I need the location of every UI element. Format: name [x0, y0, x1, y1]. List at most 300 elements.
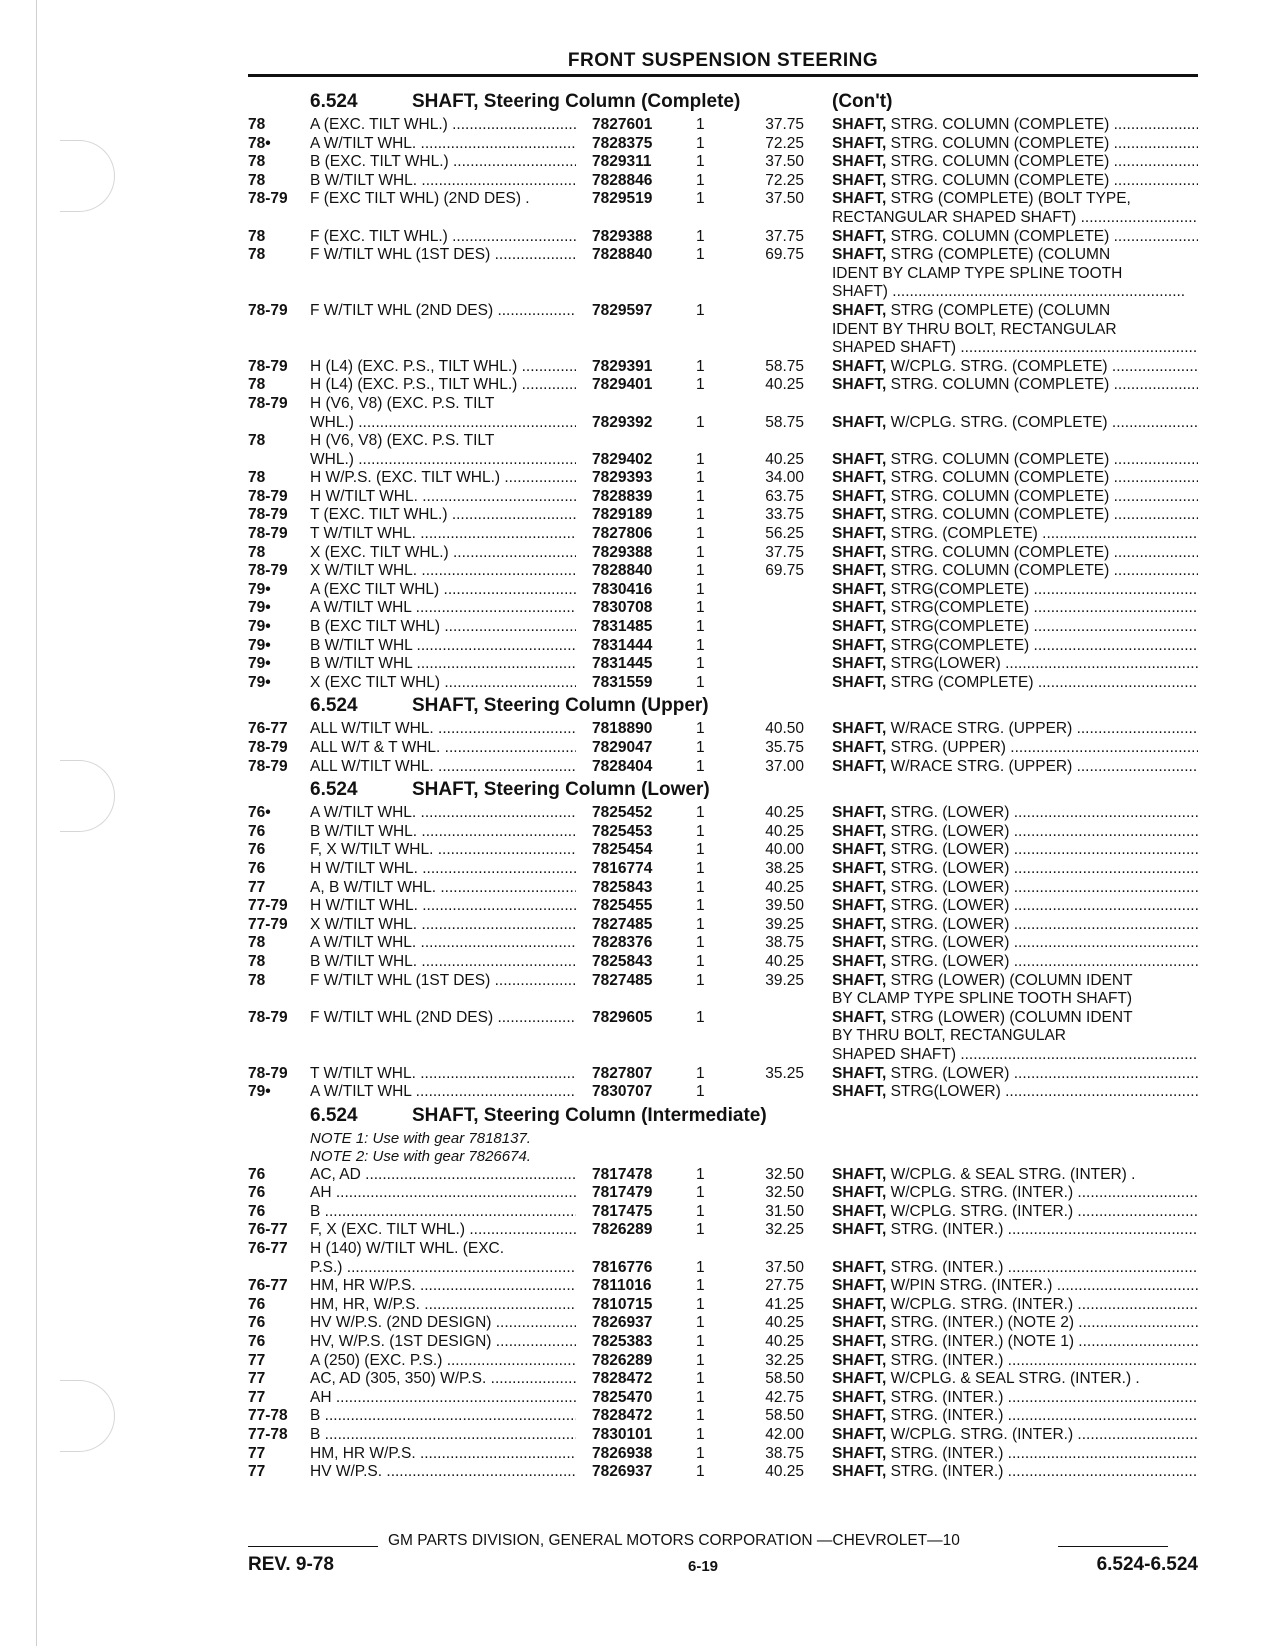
application-desc: X (EXC TILT WHL) ..... [310, 674, 576, 693]
part-number: 7831485 [592, 618, 653, 636]
part-number: 7829597 [592, 301, 653, 319]
table-row [248, 358, 1198, 377]
table-row [248, 506, 1198, 525]
part-name [832, 321, 1198, 340]
quantity: 1 [696, 301, 705, 319]
price: 37.50 [765, 153, 804, 171]
table-row [248, 376, 1198, 395]
part-name [832, 135, 1198, 154]
part-name-bold: SHAFT, [832, 878, 887, 896]
part-name [832, 934, 1198, 953]
part-name [832, 1314, 1198, 1333]
part-name-bold: SHAFT, [832, 506, 887, 524]
price: 58.50 [765, 1370, 804, 1388]
quantity: 1 [696, 153, 705, 171]
price: 39.50 [765, 897, 804, 915]
model-year: 78 [248, 227, 266, 245]
quantity: 1 [696, 1407, 705, 1425]
part-number: 7826937 [592, 1463, 653, 1481]
table-row [248, 1277, 1198, 1296]
part-number: 7831444 [592, 636, 653, 654]
part-name-text: STRG(LOWER) [890, 655, 1001, 673]
quantity: 1 [696, 580, 705, 598]
application-desc: A W/TILT WHL. ..... [310, 934, 576, 953]
price: 56.25 [765, 525, 804, 543]
application-desc: H (V6, V8) (EXC. P.S. TILT [310, 432, 495, 450]
table-row [248, 1083, 1198, 1102]
part-name [832, 265, 1198, 284]
part-name-text: STRG. (LOWER) [890, 859, 1010, 877]
quantity: 1 [696, 804, 705, 822]
table-row [248, 1065, 1198, 1084]
part-number: 7825454 [592, 841, 653, 859]
part-number: 7828840 [592, 562, 653, 580]
part-name [832, 302, 1198, 321]
part-name [832, 1445, 1198, 1464]
part-number: 7811016 [592, 1277, 652, 1295]
part-name [832, 1065, 1198, 1084]
table-row [248, 209, 1198, 228]
model-year: 79• [248, 673, 271, 691]
table-row [248, 1370, 1198, 1389]
part-number: 7826289 [592, 1221, 653, 1239]
price: 58.75 [765, 357, 804, 375]
part-name-bold: SHAFT, [832, 357, 887, 375]
part-name-bold: SHAFT, [832, 757, 887, 775]
model-year: 78 [248, 469, 266, 487]
part-name [832, 209, 1198, 228]
model-year: 77 [248, 878, 266, 896]
model-year: 77 [248, 1444, 266, 1462]
part-name-bold: SHAFT, [832, 487, 887, 505]
application-desc: H W/TILT WHL. ..... [310, 488, 576, 507]
table-row [248, 1046, 1198, 1065]
part-name [832, 1426, 1198, 1445]
part-name-bold: SHAFT, [832, 599, 887, 617]
part-name-text: STRG. (LOWER) [890, 878, 1010, 896]
price: 40.25 [765, 804, 804, 822]
part-name-bold: SHAFT, [832, 720, 887, 738]
price: 72.25 [765, 171, 804, 189]
model-year: 77-79 [248, 897, 288, 915]
quantity: 1 [696, 1314, 705, 1332]
application-desc: HV, W/P.S. (1ST DESIGN) ..... [310, 1333, 576, 1352]
part-number: 7816774 [592, 859, 653, 877]
part-name-bold: SHAFT, [832, 1444, 887, 1462]
price: 39.25 [765, 915, 804, 933]
part-name-bold: SHAFT, [832, 804, 887, 822]
part-name-text: STRG. (INTER.) [890, 1351, 1004, 1369]
price: 42.00 [765, 1426, 804, 1443]
quantity: 1 [696, 878, 705, 896]
part-name-bold: SHAFT, [832, 580, 887, 598]
table-row [248, 1259, 1198, 1278]
part-number: 7825843 [592, 952, 653, 970]
part-number: 7828840 [592, 246, 653, 264]
part-number: 7817479 [592, 1184, 653, 1202]
part-name-text: W/CPLG. STRG. (COMPLETE) [890, 413, 1108, 431]
part-name-text: W/CPLG. & SEAL STRG. (INTER) . [890, 1165, 1136, 1183]
part-name [832, 469, 1198, 488]
part-name [832, 116, 1198, 135]
model-year: 77-78 [248, 1426, 288, 1443]
application-desc: HV W/P.S. (2ND DESIGN) ..... [310, 1314, 576, 1333]
application-desc: A (EXC TILT WHL) ..... [310, 581, 576, 600]
quantity: 1 [696, 1426, 705, 1443]
part-name [832, 228, 1198, 247]
part-name-text: STRG. (LOWER) [890, 822, 1010, 840]
price: 40.25 [765, 1314, 804, 1332]
table-row [248, 720, 1198, 739]
part-name-text: STRG. (COMPLETE) [890, 525, 1038, 543]
table-row [248, 618, 1198, 637]
part-number: 7829189 [592, 506, 653, 524]
table-row [248, 1463, 1198, 1482]
part-name [832, 674, 1198, 693]
part-name-text: STRG. (INTER.) [890, 1463, 1004, 1481]
part-name-text: W/CPLG. STRG. (INTER.) [890, 1426, 1074, 1443]
part-number: 7825383 [592, 1333, 653, 1351]
table-row [248, 897, 1198, 916]
part-name-text: STRG. COLUMN (COMPLETE) [890, 376, 1110, 394]
part-name-bold: SHAFT, [832, 171, 887, 189]
part-name-bold: SHAFT, [832, 227, 887, 245]
part-number: 7826289 [592, 1351, 653, 1369]
part-number: 7826937 [592, 1314, 653, 1332]
part-name-bold: SHAFT, [832, 841, 887, 859]
application-desc: F, X W/TILT WHL. ..... [310, 841, 576, 860]
part-name-text: STRG (LOWER) (COLUMN IDENT [890, 1008, 1133, 1026]
table-row [248, 469, 1198, 488]
price: 38.75 [765, 1444, 804, 1462]
quantity: 1 [696, 859, 705, 877]
part-name-text: IDENT BY THRU BOLT, RECTANGULAR [832, 320, 1117, 338]
table-row [248, 228, 1198, 247]
price: 69.75 [765, 246, 804, 264]
part-number: 7825455 [592, 897, 653, 915]
part-name [832, 172, 1198, 191]
quantity: 1 [696, 246, 705, 264]
part-name-bold: SHAFT, [832, 116, 887, 133]
model-year: 79• [248, 580, 271, 598]
table-row [248, 1314, 1198, 1333]
price: 39.25 [765, 971, 804, 989]
part-name-text: W/RACE STRG. (UPPER) [890, 757, 1073, 775]
page-title: FRONT SUSPENSION STEERING [567, 50, 879, 71]
quantity: 1 [696, 543, 705, 561]
part-number: 7826938 [592, 1444, 653, 1462]
section-note [248, 1148, 1198, 1166]
quantity: 1 [696, 934, 705, 952]
application-desc: AC, AD (305, 350) W/P.S. ..... [310, 1370, 576, 1389]
price: 32.25 [765, 1221, 804, 1239]
application-desc: H (140) W/TILT WHL. (EXC. [310, 1240, 505, 1258]
part-name [832, 190, 1198, 209]
part-number: 7810715 [592, 1295, 653, 1313]
part-name-text: STRG. COLUMN (COMPLETE) [890, 562, 1110, 580]
revision-label: REV. 9-78 [248, 1554, 334, 1575]
part-name-text: STRG. COLUMN (COMPLETE) [890, 469, 1110, 487]
part-number: 7830101 [592, 1426, 653, 1443]
part-name-bold: SHAFT, [832, 153, 887, 171]
part-name-bold: SHAFT, [832, 562, 887, 580]
part-name-text: STRG. (INTER.) [890, 1407, 1004, 1425]
part-name [832, 720, 1198, 739]
part-number: 7831559 [592, 673, 653, 691]
table-row [248, 153, 1198, 172]
part-name-bold: SHAFT, [832, 525, 887, 543]
model-year: 78-79 [248, 739, 288, 756]
application-desc: A W/TILT WHL. ..... [310, 135, 576, 154]
model-year: 76 [248, 1202, 266, 1220]
part-name-bold: SHAFT, [832, 897, 887, 915]
part-name-text: STRG. COLUMN (COMPLETE) [890, 227, 1110, 245]
part-name [832, 376, 1198, 395]
quantity: 1 [696, 599, 705, 617]
quantity: 1 [696, 1184, 705, 1202]
table-row [248, 1027, 1198, 1046]
part-name [832, 758, 1198, 777]
part-name-bold: SHAFT, [832, 376, 887, 394]
model-year: 76-77 [248, 1240, 288, 1258]
part-name [832, 1370, 1198, 1389]
model-year: 76 [248, 1333, 266, 1351]
application-desc: H W/TILT WHL. ..... [310, 897, 576, 916]
quantity: 1 [696, 116, 705, 133]
application-desc: B ..... [310, 1203, 576, 1222]
quantity: 1 [696, 1333, 705, 1351]
part-name-text: W/CPLG. STRG. (INTER.) [890, 1202, 1074, 1220]
application-desc: F (EXC. TILT WHL.) ..... [310, 228, 576, 247]
section-number: 6.524 [310, 695, 358, 717]
price: 38.75 [765, 934, 804, 952]
model-year: 78 [248, 376, 266, 394]
price: 37.00 [765, 757, 804, 775]
model-year: 76 [248, 859, 266, 877]
table-row [248, 414, 1198, 433]
application-desc: B W/TILT WHL ..... [310, 637, 576, 656]
application-desc: HV W/P.S. ..... [310, 1463, 576, 1482]
section-note [248, 1130, 1198, 1148]
part-name-bold: SHAFT, [832, 1221, 887, 1239]
part-name-text: STRG. COLUMN (COMPLETE) [890, 487, 1110, 505]
quantity: 1 [696, 1221, 705, 1239]
part-name-text: STRG. (LOWER) [890, 897, 1010, 915]
part-name-bold: SHAFT, [832, 1277, 887, 1295]
part-number: 7829388 [592, 227, 653, 245]
model-year: 78-79 [248, 562, 288, 580]
application-desc: WHL.) ..... [310, 451, 576, 470]
part-name-text: STRG (COMPLETE) (COLUMN [890, 301, 1111, 319]
model-year: 78 [248, 153, 266, 171]
part-name-bold: SHAFT, [832, 915, 887, 933]
part-name [832, 823, 1198, 842]
part-name [832, 953, 1198, 972]
price: 58.75 [765, 413, 804, 431]
part-name-bold: SHAFT, [832, 1165, 887, 1183]
part-number: 7825470 [592, 1388, 653, 1406]
model-year: 79• [248, 655, 271, 673]
part-name-text: SHAPED SHAFT) [832, 1045, 957, 1063]
quantity: 1 [696, 227, 705, 245]
part-name-text: W/CPLG. STRG. (INTER.) [890, 1184, 1074, 1202]
part-name [832, 358, 1198, 377]
section-title: SHAFT, Steering Column (Lower) [412, 779, 710, 801]
application-desc: HM, HR W/P.S. ..... [310, 1445, 576, 1464]
model-year: 78-79 [248, 394, 288, 412]
part-name [832, 1389, 1198, 1408]
price: 58.50 [765, 1407, 804, 1425]
quantity: 1 [696, 673, 705, 691]
part-name-text: STRG. (UPPER) [890, 739, 1006, 756]
part-name-bold: SHAFT, [832, 739, 887, 756]
table-row [248, 1333, 1198, 1352]
price: 40.25 [765, 376, 804, 394]
part-name-text: STRG (COMPLETE) (BOLT TYPE, [890, 190, 1131, 208]
part-number: 7825843 [592, 878, 653, 896]
part-name [832, 1184, 1198, 1203]
price: 69.75 [765, 562, 804, 580]
table-row [248, 265, 1198, 284]
quantity: 1 [696, 1258, 705, 1276]
table-row [248, 953, 1198, 972]
part-name-bold: SHAFT, [832, 1426, 887, 1443]
price: 32.50 [765, 1184, 804, 1202]
part-name-text: STRG(COMPLETE) [890, 599, 1030, 617]
model-year: 76-77 [248, 1277, 288, 1295]
application-desc: A W/TILT WHL ..... [310, 599, 576, 618]
quantity: 1 [696, 1388, 705, 1406]
section-header [248, 692, 1198, 720]
application-desc: B (EXC. TILT WHL.) ..... [310, 153, 576, 172]
part-name [832, 488, 1198, 507]
quantity: 1 [696, 487, 705, 505]
part-name [832, 637, 1198, 656]
part-number: 7829605 [592, 1008, 653, 1026]
part-name-text: STRG. (INTER.) [890, 1258, 1004, 1276]
part-name-text: STRG. (INTER.) [890, 1388, 1004, 1406]
application-desc: T W/TILT WHL. ..... [310, 1065, 576, 1084]
application-desc: A (EXC. TILT WHL.) ..... [310, 116, 576, 135]
quantity: 1 [696, 562, 705, 580]
application-desc: F, X (EXC. TILT WHL.) ..... [310, 1221, 576, 1240]
part-name-bold: SHAFT, [832, 636, 887, 654]
part-name-bold: SHAFT, [832, 246, 887, 264]
part-name-bold: SHAFT, [832, 1083, 887, 1101]
part-name-text: STRG (COMPLETE) (COLUMN [890, 246, 1111, 264]
part-number: 7817478 [592, 1165, 653, 1183]
price: 41.25 [765, 1295, 804, 1313]
application-desc: B ..... [310, 1426, 576, 1445]
table-row [248, 1009, 1198, 1028]
quantity: 1 [696, 1165, 705, 1183]
part-name [832, 544, 1198, 563]
part-name-text: STRG. (LOWER) [890, 804, 1010, 822]
price: 40.25 [765, 878, 804, 896]
table-row [248, 1240, 1198, 1259]
part-name-text: STRG. COLUMN (COMPLETE) [890, 543, 1110, 561]
part-name [832, 1352, 1198, 1371]
part-number: 7817475 [592, 1202, 653, 1220]
part-name-text: IDENT BY CLAMP TYPE SPLINE TOOTH [832, 264, 1123, 282]
table-row [248, 544, 1198, 563]
part-name-bold: SHAFT, [832, 469, 887, 487]
part-name-bold: SHAFT, [832, 1184, 887, 1202]
part-number: 7827485 [592, 915, 653, 933]
price: 40.25 [765, 450, 804, 468]
footer-rule [248, 1546, 378, 1547]
price: 40.50 [765, 720, 804, 738]
part-name [832, 581, 1198, 600]
part-number: 7829519 [592, 190, 653, 208]
part-name-bold: SHAFT, [832, 450, 887, 468]
model-year: 77-79 [248, 915, 288, 933]
section-number: 6.524 [310, 1104, 358, 1126]
part-number: 7828375 [592, 134, 653, 152]
application-desc: AC, AD ..... [310, 1166, 576, 1185]
part-name [832, 339, 1198, 358]
part-name-bold: SHAFT, [832, 1008, 887, 1026]
section-header [248, 88, 1198, 116]
part-number: 7829402 [592, 450, 653, 468]
price: 40.00 [765, 841, 804, 859]
application-desc: AH ..... [310, 1389, 576, 1408]
model-year: 78-79 [248, 487, 288, 505]
part-name [832, 153, 1198, 172]
part-name [832, 1221, 1198, 1240]
table-row [248, 841, 1198, 860]
part-name [832, 972, 1198, 991]
quantity: 1 [696, 1064, 705, 1082]
model-year: 76-77 [248, 1221, 288, 1239]
part-name-text: STRG. COLUMN (COMPLETE) [890, 153, 1110, 171]
part-name-text: STRG(COMPLETE) [890, 636, 1030, 654]
part-name-bold: SHAFT, [832, 1295, 887, 1313]
part-name [832, 1463, 1198, 1482]
price: 34.00 [765, 469, 804, 487]
quantity: 1 [696, 376, 705, 394]
table-row [248, 1203, 1198, 1222]
price: 37.50 [765, 1258, 804, 1276]
part-name-text: STRG(COMPLETE) [890, 580, 1030, 598]
application-desc: HM, HR W/P.S. ..... [310, 1277, 576, 1296]
part-name-bold: SHAFT, [832, 655, 887, 673]
quantity: 1 [696, 413, 705, 431]
part-name-text: BY CLAMP TYPE SPLINE TOOTH SHAFT) [832, 990, 1133, 1008]
part-name-text: STRG. (LOWER) [890, 952, 1010, 970]
application-desc: F W/TILT WHL (1ST DES) ..... [310, 246, 576, 265]
application-desc: HM, HR, W/P.S. ..... [310, 1296, 576, 1315]
model-year: 76 [248, 822, 266, 840]
part-name-bold: SHAFT, [832, 822, 887, 840]
table-row [248, 116, 1198, 135]
quantity: 1 [696, 720, 705, 738]
footer-publisher: GM PARTS DIVISION, GENERAL MOTORS CORPORATION —CHEVROLET—10 [388, 1532, 960, 1549]
section-title: SHAFT, Steering Column (Intermediate) [412, 1104, 767, 1126]
part-name-bold: SHAFT, [832, 673, 887, 691]
part-name [832, 916, 1198, 935]
table-row [248, 655, 1198, 674]
part-name-bold: SHAFT, [832, 1202, 887, 1220]
part-number: 7828472 [592, 1407, 653, 1425]
model-year: 79• [248, 618, 271, 636]
quantity: 1 [696, 915, 705, 933]
table-row [248, 135, 1198, 154]
quantity: 1 [696, 655, 705, 673]
application-desc: ALL W/TILT WHL. ..... [310, 758, 576, 777]
quantity: 1 [696, 971, 705, 989]
price: 31.50 [765, 1202, 804, 1220]
